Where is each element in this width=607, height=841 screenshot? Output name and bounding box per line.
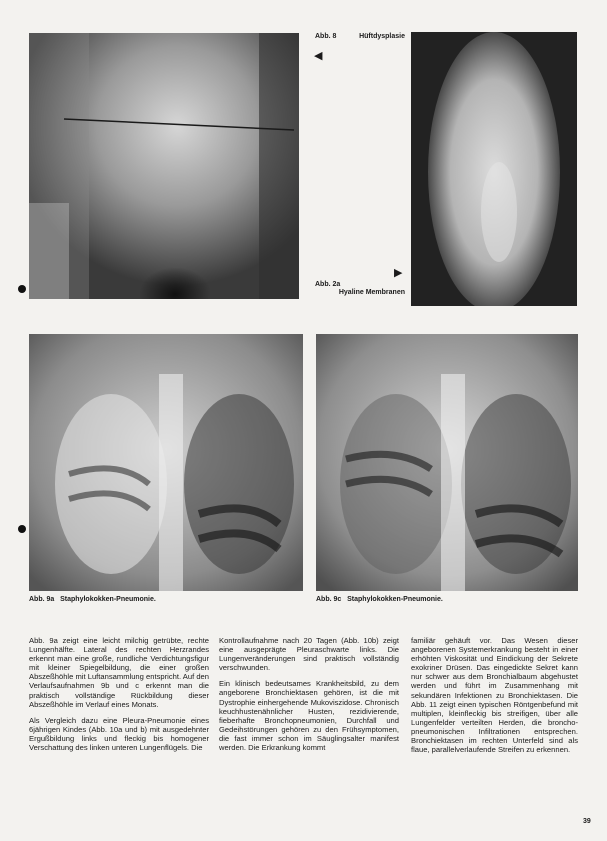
caption-fig9a-title: Staphylokokken-Pneumonie. [60, 596, 156, 603]
caption-fig2a-label: Abb. 2a [315, 281, 341, 288]
paragraph: Ein klinisch bedeutsames Krankheitsbild, zu dem angeborene Bronchiektasen gehören, ist die mit Dystrophie einhergehende Mukoviszidose. Chronisch keuchhustenähnlicher Husten, rezidivierende, fieberhafte Bronchopneumonien, Durchfall und Gedeihstörungen gehören zu den Frühsymptomen, die fast immer schon im Säuglingsalter manifest werden. Die Erkrankung kommt [219, 679, 399, 753]
arrow-left-icon: ◀ [314, 49, 323, 62]
text-column-right [411, 636, 578, 761]
caption-fig9a-label: Abb. 9a [29, 596, 55, 603]
caption-fig9c [316, 596, 443, 604]
xray-chest-9c-image [316, 334, 578, 591]
xray-chest-9a-image [29, 334, 303, 591]
page-number: 39 [583, 818, 591, 825]
arrow-right-icon: ▶ [394, 266, 403, 279]
text-column-left [29, 636, 209, 759]
paragraph: Kontrollaufnahme nach 20 Tagen (Abb. 10b) zeigt eine ausgeprägte Pleuraschwarte links. Die Lungenveränderungen sind praktisch vollständig verschwunden. [219, 636, 399, 673]
caption-fig8-title: Hüftdysplasie [359, 33, 405, 40]
binder-hole [18, 525, 26, 533]
caption-fig2a-title: Hyaline Membranen [338, 289, 405, 296]
caption-fig2a [315, 281, 405, 297]
caption-fig9c-title: Staphylokokken-Pneumonie. [347, 596, 443, 603]
paragraph: Abb. 9a zeigt eine leicht milchig getrübte, rechte Lungenhälfte. Lateral des rechten Herzrandes erkennt man eine große, rundliche Verdichtungsfigur mit kleiner Spiegelbildung, die einer großen Abszeßhöhle mit Luftansammlung entspricht. Auf den Verlaufsaufnahmen 9b und c erkennt man die praktisch vollständige Rückbildung dieser Abszeßhöhle im Verlauf eines Monats. [29, 636, 209, 709]
binder-hole [18, 285, 26, 293]
caption-fig8 [315, 33, 405, 41]
xray-hip-image [29, 33, 299, 299]
xray-hyaline-image [411, 32, 577, 306]
caption-fig8-label: Abb. 8 [315, 33, 337, 40]
paragraph: Als Vergleich dazu eine Pleura-Pneumonie eines 6jährigen Kindes (Abb. 10a und b) mit ausgedehnter Ergußbildung links und fleckig bis homogener Verschattung des linken unteren Lungenflügels. Die [29, 715, 209, 753]
text-column-middle [219, 636, 399, 759]
caption-fig9c-label: Abb. 9c [316, 596, 342, 603]
caption-fig9a [29, 596, 156, 604]
paragraph: familiär gehäuft vor. Das Wesen dieser angeborenen Systemerkrankung besteht in einer erhöhten Viskosität und Eindickung der Sekrete exokriner Drüsen. Das eingedickte Sekret kann nur schwer aus dem Bronchialbaum abgehustet werden und führt im Zusammenhang mit sekundären Infektionen zu Bronchiektasen. Die Abb. 11 zeigt einen typischen Röntgenbefund mit multiplen, kleinfleckig bis streifigen, über alle Lungenfelder verteilten Herden, die broncho-pneumonischen Infiltrationen entsprechen. Bronchiektasen im rechten Unterfeld sind als flaue, parallelverlaufende Streifen zu erkennen. [411, 636, 578, 755]
